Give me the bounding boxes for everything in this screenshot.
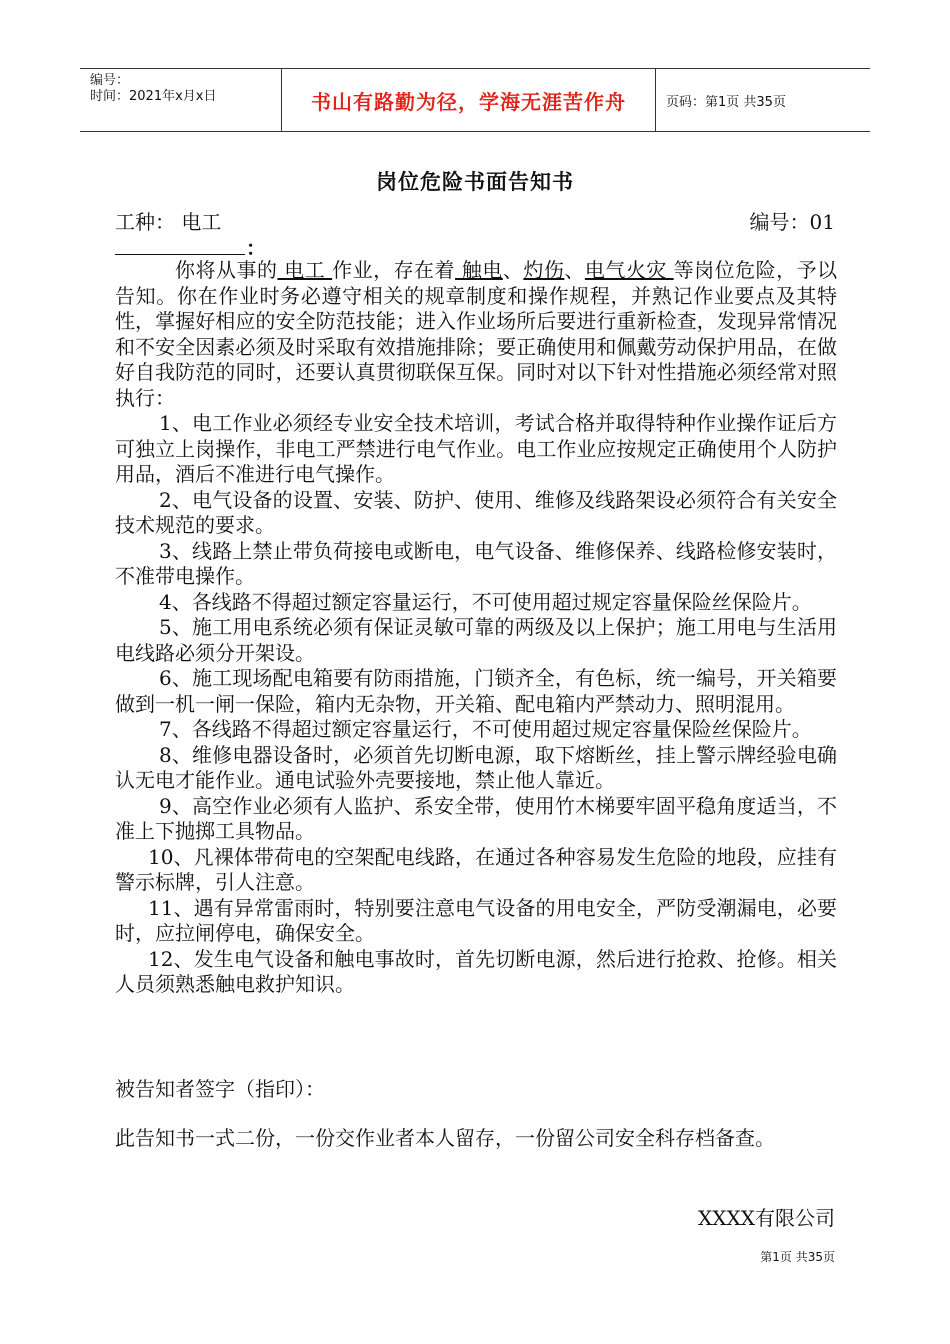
document-title: 岗位危险书面告知书 (376, 169, 574, 194)
header-number-label: 编号： (90, 73, 130, 88)
intro-text-3: 等岗位危险，予以告知。你在作业时务必遵守相关的规章制度和操作规程，并熟记作业要点及其特性，掌握好相应的安全防范技能；进入作业场所后要进行重新检查，发现异常情况和不安全因素必须及时采取有效措施排除；要正确使用和佩戴劳动保护用品，在做好自我防范的同时，还要认真贯彻联保互保。同时对以下针对性措施必须经常对照执行： (115, 258, 838, 410)
intro-text-1: 你将从事的 (175, 258, 278, 282)
document-number: 编号：01 (749, 210, 835, 234)
measure-item: 11、遇有异常雷雨时，特别要注意电气设备的用电安全，严防受潮漏电，必要时，应拉闸停电，确保安全。 (115, 895, 837, 945)
measure-item: 2、电气设备的设置、安装、防护、使用、维修及线路架设必须符合有关安全技术规范的要求。 (115, 487, 837, 537)
hazard-electric-shock: 触电 (455, 258, 503, 282)
measure-item: 7、各线路不得超过额定容量运行，不可使用超过规定容量保险丝保险片。 (159, 717, 812, 741)
notice-body (115, 258, 837, 998)
measure-item: 8、维修电器设备时，必须首先切断电源，取下熔断丝，挂上警示牌经验电确认无电才能作业。通电试验外壳要接地，禁止他人靠近。 (115, 742, 837, 792)
header-meta (80, 69, 282, 131)
measure-item: 6、施工现场配电箱要有防雨措施，门锁齐全，有色标，统一编号，开关箱要做到一机一闸一保险，箱内无杂物，开关箱、配电箱内严禁动力、照明混用。 (115, 666, 837, 716)
copies-note: 此告知书一式二份，一份交作业者本人留存，一份留公司安全科存档备查。 (115, 1126, 775, 1150)
measure-item: 5、施工用电系统必须有保证灵敏可靠的两级及以上保护；施工用电与生活用电线路必须分开架设。 (115, 615, 837, 665)
intro-paragraph (115, 258, 837, 411)
measure-item: 12、发生电气设备和触电事故时，首先切断电源，然后进行抢救、抢修。相关人员须熟悉触电救护知识。 (115, 946, 837, 996)
intro-sep-1: 、 (502, 258, 524, 282)
addressee-colon: ： (246, 236, 266, 260)
hazard-electrical-fire: 电气火灾 (584, 258, 674, 282)
header-time-label: 时间：2021年x月x日 (90, 89, 217, 104)
header-page-info: 页码：第1页 共35页 (666, 94, 786, 110)
measure-item: 9、高空作业必须有人监护、系安全带，使用竹木梯要牢固平稳角度适当，不准上下抛掷工具物品。 (115, 793, 837, 843)
meta-row (115, 206, 835, 234)
measure-item: 1、电工作业必须经专业安全技术培训，考试合格并取得特种作业操作证后方可独立上岗操作，非电工严禁进行电气作业。电工作业应按规定正确使用个人防护用品，酒后不准进行电气操作。 (115, 411, 837, 486)
intro-text-2: 作业，存在着 (332, 258, 456, 282)
job-type: 工种： 电工 (115, 210, 222, 234)
measure-item: 4、各线路不得超过额定容量运行，不可使用超过规定容量保险丝保险片。 (159, 589, 812, 614)
intro-sep-2: 、 (564, 258, 585, 282)
measure-item: 3、线路上禁止带负荷接电或断电，电气设备、维修保养、线路检修安装时，不准带电操作。 (115, 538, 837, 588)
addressee-blank (115, 232, 245, 255)
signature-label: 被告知者签字（指印）： (115, 1077, 325, 1101)
footer-page-number: 第1页 共35页 (760, 1250, 835, 1264)
hazard-burn: 灼伤 (523, 258, 565, 282)
intro-job: 电工 (277, 258, 333, 282)
company-name: XXXX有限公司 (698, 1206, 835, 1230)
measure-item: 10、凡裸体带荷电的空架配电线路，在通过各种容易发生危险的地段，应挂有警示标牌，引人注意。 (115, 844, 837, 894)
header-motto: 书山有路勤为径，学海无涯苦作舟 (282, 69, 656, 131)
page-header (80, 68, 870, 132)
